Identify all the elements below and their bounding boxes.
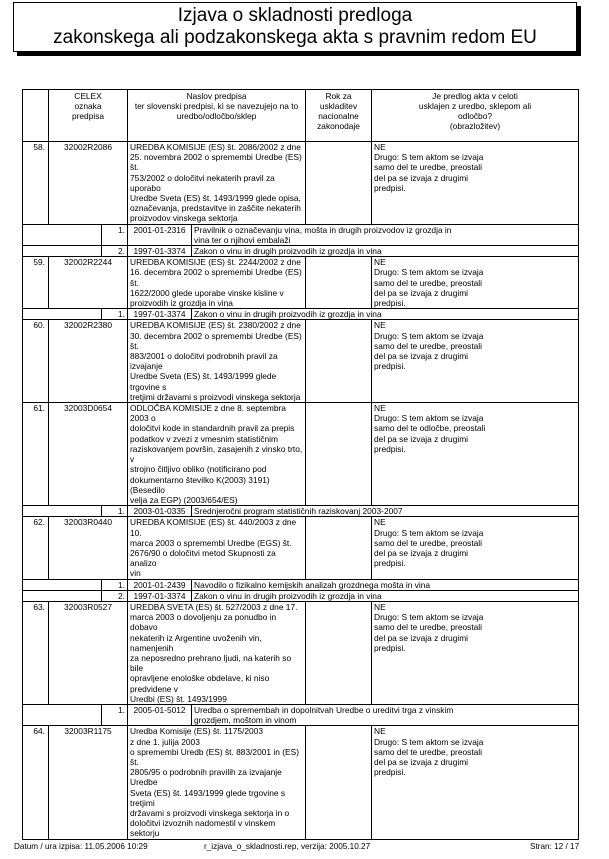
- row-title-line: 1622/2000 glede uporabe vinske kisline v: [130, 287, 284, 298]
- row-title-line: UREDBA SVETA (ES) št. 527/2003 z dne 17.: [130, 601, 298, 612]
- row-title: [128, 257, 306, 309]
- row-status-line: del pa se izvaja z drugimi: [374, 287, 469, 298]
- table-body: [23, 142, 579, 840]
- sub-title-line: grozdjem, moštom in vinom: [194, 715, 297, 726]
- row-celex: 32002R2380: [49, 320, 128, 403]
- row-title-line: proizvodov vinskega sektorja: [130, 213, 238, 224]
- header-naslov: [128, 90, 306, 142]
- sub-title: [192, 704, 579, 725]
- row-status-line: del pa se izvaja z drugimi: [374, 756, 469, 767]
- row-number: 64.: [23, 726, 49, 839]
- row-deadline: [306, 142, 372, 225]
- row-status-line: del pa se izvaja z drugimi: [374, 172, 469, 183]
- sub-code: 2001-01-2439: [128, 579, 192, 590]
- row-status-line: NE: [374, 601, 386, 612]
- row-number: 60.: [23, 320, 49, 403]
- row-title-line: 883/2001 o določitvi podrobnih pravil za izvajanje: [130, 351, 278, 372]
- row-status-line: samo del te uredbe, preostali: [374, 277, 483, 288]
- sub-indent: [23, 590, 102, 601]
- row-number: 61.: [23, 403, 49, 506]
- row-status: [372, 257, 579, 309]
- sub-title: [192, 246, 579, 257]
- row-title-line: marca 2003 o dovoljenju za ponudbo in dobavo: [130, 612, 277, 633]
- header-rok-line: nacionalne: [318, 111, 359, 121]
- header-celex-line: CELEX: [74, 91, 102, 101]
- row-title-line: velja za EGP) (2003/654/ES): [130, 494, 238, 505]
- row-title-line: označevanja, predstavitve in zaščite nekaterih: [130, 203, 301, 214]
- row-status-line: samo del te uredbe, preostali: [374, 537, 483, 548]
- sub-code: 2003-01-0335: [128, 506, 192, 517]
- row-title-line: UREDBA KOMISIJE (ES) št. 440/2003 z dne 10.: [130, 517, 297, 538]
- row-title: [128, 517, 306, 579]
- footer-print-date: Datum / ura izpisa: 11.05.2006 10:29: [14, 842, 148, 851]
- row-title-line: raziskovanjem površin, zasajenih z vinsko trto, v: [130, 443, 303, 465]
- header-uskladitev-line: (obrazložitev): [449, 121, 501, 131]
- row-title-line: Uredba Komisije (ES) št. 1175/2003: [130, 726, 263, 737]
- header-rok: [306, 90, 372, 142]
- row-status: [372, 142, 579, 225]
- sub-title-line: Zakon o vinu in drugih proizvodih iz grozdja in vina: [194, 309, 382, 320]
- row-title-line: ODLOČBA KOMISIJE z dne 8. septembra 2003 o: [130, 403, 286, 424]
- row-status: [372, 726, 579, 839]
- sub-title: [192, 224, 579, 245]
- sub-title-line: Srednjeročni program statističnih raziskovanj 2003-2007: [194, 506, 403, 517]
- row-status-line: predpisi.: [374, 767, 406, 778]
- sub-indent: [23, 704, 102, 725]
- row-title-line: 25. novembra 2002 o spremembi Uredbe (ES) št.: [130, 152, 302, 173]
- row-title-line: UREDBA KOMISIJE (ES) št. 2380/2002 z dne: [130, 320, 301, 331]
- row-celex: 32002R2086: [49, 142, 128, 225]
- sub-title: [192, 506, 579, 517]
- row-title-line: podatkov v zvezi z vmesnim statističnim: [130, 433, 279, 444]
- related-regulation-row: [23, 590, 579, 601]
- row-title-line: tretjimi državami s proizvodi vinskega sektorja: [130, 391, 301, 402]
- row-status-line: samo del te uredbe, preostali: [374, 162, 483, 173]
- document-title-box: [13, 2, 577, 52]
- table-row: [23, 403, 579, 506]
- row-title-line: z dne 1. julija 2003: [130, 736, 200, 747]
- footer-report-name: r_izjava_o_skladnosti.rep, verzija: 2005.10.27: [204, 842, 371, 851]
- related-regulation-row: [23, 224, 579, 245]
- row-title-line: Sveta (ES) št. 1493/1999 glede trgovine s tretjimi: [130, 787, 286, 808]
- row-status-line: Drugo: S tem aktom se izvaja: [374, 527, 484, 538]
- sub-title-line: Uredba o spremembah in dopolnitvah Uredbe o ureditvi trga z vinskim: [194, 704, 454, 715]
- sub-code: 1997-01-3374: [128, 590, 192, 601]
- row-title-line: vin: [130, 568, 141, 579]
- row-status-line: NE: [374, 257, 386, 268]
- row-status-line: predpisi.: [374, 558, 406, 569]
- row-title-line: 16. decembra 2002 o spremembi Uredbe (ES) št.: [130, 267, 302, 288]
- header-uskladitev-line: Je predlog akta v celoti: [432, 91, 518, 101]
- row-status-line: samo del te uredbe, preostali: [374, 746, 483, 757]
- row-title-line: UREDBA KOMISIJE (ES) št. 2244/2002 z dne: [130, 257, 301, 268]
- row-title-line: strojno čitljivo obliko (notificirano pod: [130, 464, 267, 475]
- header-num: [23, 90, 49, 142]
- row-status-line: Drugo: S tem aktom se izvaja: [374, 612, 484, 623]
- row-title-line: proizvodih iz grozdja in vina: [130, 298, 233, 309]
- table-header-row: [23, 90, 579, 142]
- row-title: [128, 403, 306, 506]
- sub-number: 2.: [102, 590, 128, 601]
- row-status-line: Drugo: S tem aktom se izvaja: [374, 330, 484, 341]
- row-title-line: nekaterih iz Argentine uvoženih vin, namenjenih: [130, 632, 262, 653]
- row-status-line: NE: [374, 320, 386, 331]
- row-status-line: NE: [374, 403, 386, 414]
- header-naslov-line: ter slovenski predpisi, ki se navezujejo na to: [134, 101, 299, 111]
- row-title-line: dokumentarno številko K(2003) 3191) (Besedilo: [130, 474, 270, 495]
- row-celex: 32003R0440: [49, 517, 128, 579]
- sub-number: 1.: [102, 579, 128, 590]
- row-number: 63.: [23, 601, 49, 704]
- row-status-line: Drugo: S tem aktom se izvaja: [374, 267, 484, 278]
- footer-page-number: Stran: 12 / 17: [530, 842, 580, 851]
- sub-indent: [23, 309, 102, 320]
- row-title-line: marca 2003 o spremembi Uredbe (EGS) št.: [130, 537, 292, 548]
- sub-title-line: Navodilo o fizikalno kemijskih analizah grozdnega mošta in vina: [194, 579, 431, 590]
- header-rok-line: Rok za: [325, 91, 352, 101]
- row-status-line: NE: [374, 726, 386, 737]
- sub-code: 2005-01-5012: [128, 704, 192, 725]
- sub-title: [192, 590, 579, 601]
- row-status-line: predpisi.: [374, 361, 406, 372]
- row-deadline: [306, 257, 372, 309]
- sub-number: 1.: [102, 309, 128, 320]
- row-status-line: predpisi.: [374, 182, 406, 193]
- sub-title: [192, 309, 579, 320]
- row-title-line: 2805/95 o podrobnih pravilih za izvajanje Uredbe: [130, 767, 282, 788]
- header-uskladitev-line: usklajen z uredbo, sklepom ali: [418, 101, 532, 111]
- sub-title-line: vina ter o njihovi embalaži: [194, 234, 291, 245]
- row-deadline: [306, 726, 372, 839]
- sub-code: 1997-01-3374: [128, 309, 192, 320]
- header-celex-line: predpisa: [71, 111, 105, 121]
- row-title-line: za neposredno prehrano ljudi, na katerih so bile: [130, 652, 292, 674]
- row-deadline: [306, 601, 372, 704]
- title-line-1: Izjava o skladnosti predloga: [177, 5, 413, 26]
- sub-code: 1997-01-3374: [128, 246, 192, 257]
- row-number: 58.: [23, 142, 49, 225]
- related-regulation-row: [23, 246, 579, 257]
- related-regulation-row: [23, 579, 579, 590]
- row-status-line: NE: [374, 517, 386, 528]
- compliance-table: [22, 89, 579, 840]
- table-row: [23, 320, 579, 403]
- row-title-line: UREDBA KOMISIJE (ES) št. 2086/2002 z dne: [130, 142, 301, 152]
- row-status-line: samo del te odločbe, preostali: [374, 423, 486, 434]
- row-title-line: Uredbi (ES) št. 1493/1999: [130, 693, 227, 704]
- row-status-line: samo del te uredbe, preostali: [374, 340, 483, 351]
- row-status: [372, 320, 579, 403]
- sub-number: 1.: [102, 224, 128, 245]
- table-row: [23, 726, 579, 839]
- row-celex: 32003R0527: [49, 601, 128, 704]
- sub-indent: [23, 579, 102, 590]
- row-number: 59.: [23, 257, 49, 309]
- row-title-line: Uredbe Sveta (ES) št. 1493/1999 glede trgovine s: [130, 371, 277, 392]
- sub-code: 2001-01-2316: [128, 224, 192, 245]
- row-status: [372, 601, 579, 704]
- row-status-line: samo del te uredbe, preostali: [374, 622, 483, 633]
- row-title-line: o spremembi Uredb (ES) št. 883/2001 in (ES) št.: [130, 746, 299, 767]
- row-title: [128, 726, 306, 839]
- row-title-line: določitvi kode in standardnih pravil za prepis: [130, 423, 295, 434]
- related-regulation-row: [23, 309, 579, 320]
- row-deadline: [306, 320, 372, 403]
- sub-number: 1.: [102, 704, 128, 725]
- row-status-line: del pa se izvaja z drugimi: [374, 433, 469, 444]
- row-status-line: del pa se izvaja z drugimi: [374, 632, 469, 643]
- row-status-line: del pa se izvaja z drugimi: [374, 547, 469, 558]
- header-celex-line: oznaka: [74, 101, 102, 111]
- sub-title-line: Pravilnik o označevanju vina, mošta in drugih proizvodov iz grozdja in: [194, 224, 452, 235]
- table-row: [23, 601, 579, 704]
- row-status-line: del pa se izvaja z drugimi: [374, 351, 469, 362]
- sub-indent: [23, 506, 102, 517]
- row-status-line: Drugo: S tem aktom se izvaja: [374, 413, 484, 424]
- header-rok-line: uskladitev: [319, 101, 358, 111]
- row-status-line: predpisi.: [374, 298, 406, 309]
- row-status-line: Drugo: S tem aktom se izvaja: [374, 736, 484, 747]
- row-status-line: Drugo: S tem aktom se izvaja: [374, 152, 484, 163]
- sub-indent: [23, 246, 102, 257]
- row-celex: 32003D0654: [49, 403, 128, 506]
- sub-title-line: Zakon o vinu in drugih proizvodih iz grozdja in vina: [194, 590, 382, 601]
- row-deadline: [306, 403, 372, 506]
- row-title-line: 30. decembra 2002 o spremembi Uredbe (ES) št.: [130, 330, 302, 351]
- row-celex: 32002R2244: [49, 257, 128, 309]
- row-title: [128, 142, 306, 225]
- header-uskladitev-line: odločbo?: [458, 111, 493, 121]
- row-title: [128, 320, 306, 403]
- row-title-line: Uredbe Sveta (ES) št. 1493/1999 glede opisa,: [130, 193, 301, 204]
- sub-indent: [23, 224, 102, 245]
- row-title-line: opravljene enološke obdelave, ki niso predvidene v: [130, 673, 270, 694]
- row-title-line: državami s proizvodi vinskega sektorja in o: [130, 808, 290, 818]
- row-status-line: predpisi.: [374, 642, 406, 653]
- sub-number: 2.: [102, 246, 128, 257]
- sub-title: [192, 579, 579, 590]
- related-regulation-row: [23, 704, 579, 725]
- header-rok-line: zakonodaje: [317, 121, 360, 131]
- header-celex: [49, 90, 128, 142]
- row-title-line: 2676/90 o določitvi metod Skupnosti za analizo: [130, 547, 276, 569]
- sub-title-line: Zakon o vinu in drugih proizvodih iz grozdja in vina: [194, 246, 382, 257]
- row-status: [372, 517, 579, 579]
- related-regulation-row: [23, 506, 579, 517]
- row-celex: 32003R1175: [49, 726, 128, 839]
- row-title: [128, 601, 306, 704]
- row-title-line: 753/2002 o določitvi nekaterih pravil za uporabo: [130, 172, 275, 193]
- title-line-2: zakonskega ali podzakonskega akta s pravnim redom EU: [53, 27, 537, 48]
- row-number: 62.: [23, 517, 49, 579]
- table-row: [23, 142, 579, 225]
- table-row: [23, 517, 579, 579]
- sub-number: 1.: [102, 506, 128, 517]
- header-naslov-line: Naslov predpisa: [186, 91, 247, 101]
- header-uskladitev: [372, 90, 579, 142]
- row-title-line: določitvi izvoznih nadomestil v vinskem sektorju: [130, 818, 276, 839]
- row-status-line: predpisi.: [374, 443, 406, 454]
- row-status-line: NE: [374, 142, 386, 152]
- row-status: [372, 403, 579, 506]
- table-row: [23, 257, 579, 309]
- row-deadline: [306, 517, 372, 579]
- header-naslov-line: uredbo/odločbo/sklep: [176, 111, 257, 121]
